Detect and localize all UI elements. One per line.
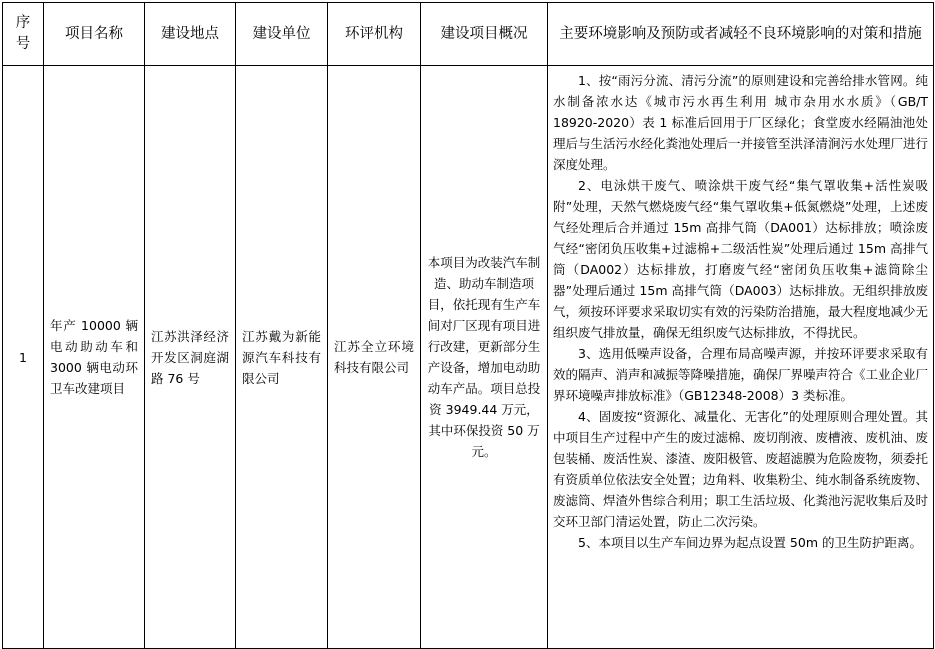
- cell-overview: 本项目为改装汽车制造、助动车制造项目，依托现有生产车间对厂区现有项目进行改建，更新部分生产设备，增加电动助动车产品。项目总投资 3949.44 万元，其中环保投资 50 万元。: [421, 66, 548, 649]
- project-approval-table: [2, 2, 934, 649]
- cell-eia-agency: 江苏全立环境科技有限公司: [328, 66, 421, 649]
- measure-item-5: 5、本项目以生产车间边界为起点设置 50m 的卫生防护距离。: [578, 535, 922, 550]
- cell-builder: 江苏戴为新能源汽车科技有限公司: [236, 66, 328, 649]
- cell-project-name: 年产 10000 辆电动助动车和 3000 辆电动环卫车改建项目: [44, 66, 145, 649]
- measure-item-1: 1、按“雨污分流、清污分流”的原则建设和完善给排水管网。纯水制备浓水达《城市污水再生利用 城市杂用水水质》（GB/T 18920-2020）表 1 标准后回用于厂区绿化；食堂废水经隔油池处理后与生活污水经化粪池处理后一并接管至洪泽清涧污水处理厂进行深度处理。: [553, 73, 929, 172]
- header-overview: 建设项目概况: [421, 3, 548, 66]
- header-builder: 建设单位: [236, 3, 328, 66]
- header-eia-agency: 环评机构: [328, 3, 421, 66]
- header-row: [3, 3, 934, 66]
- cell-location: 江苏洪泽经济开发区洞庭湖路 76 号: [145, 66, 236, 649]
- header-location: 建设地点: [145, 3, 236, 66]
- table-row: [3, 66, 934, 649]
- header-seq: 序号: [3, 3, 44, 66]
- cell-measures: [548, 66, 934, 649]
- measure-item-3: 3、选用低噪声设备，合理布局高噪声源，并按环评要求采取有效的隔声、消声和减振等降噪措施，确保厂界噪声符合《工业企业厂界环境噪声排放标准》（GB12348-2008）3 类标准。: [553, 346, 929, 403]
- cell-seq: 1: [3, 66, 44, 649]
- header-measures: 主要环境影响及预防或者减轻不良环境影响的对策和措施: [548, 3, 934, 66]
- header-project-name: 项目名称: [44, 3, 145, 66]
- measure-item-2: 2、电泳烘干废气、喷涂烘干废气经“集气罩收集+活性炭吸附”处理，天然气燃烧废气经“集气罩收集+低氮燃烧”处理，上述废气经处理后合并通过 15m 高排气筒（DA001）达标排放；喷涂废气经“密闭负压收集+过滤棉+二级活性炭”处理后通过 15m 高排气筒（DA002）达标排放，打磨废气经“密闭负压收集+滤筒除尘器”处理后通过 15m 高排气筒（DA003）达标排放。无组织排放废气，须按环评要求采取切实有效的污染防治措施，最大程度地减少无组织废气排放量，确保无组织废气达标排放，不得扰民。: [553, 178, 929, 340]
- measure-item-4: 4、固废按“资源化、减量化、无害化”的处理原则合理处置。其中项目生产过程中产生的废过滤棉、废切削液、废槽液、废机油、废包装桶、废活性炭、漆渣、废阳极管、废超滤膜为危险废物，须委托有资质单位依法安全处置；边角料、收集粉尘、纯水制备系统废物、废滤筒、焊渣外售综合利用；职工生活垃圾、化粪池污泥收集后及时交环卫部门清运处置，防止二次污染。: [553, 409, 929, 529]
